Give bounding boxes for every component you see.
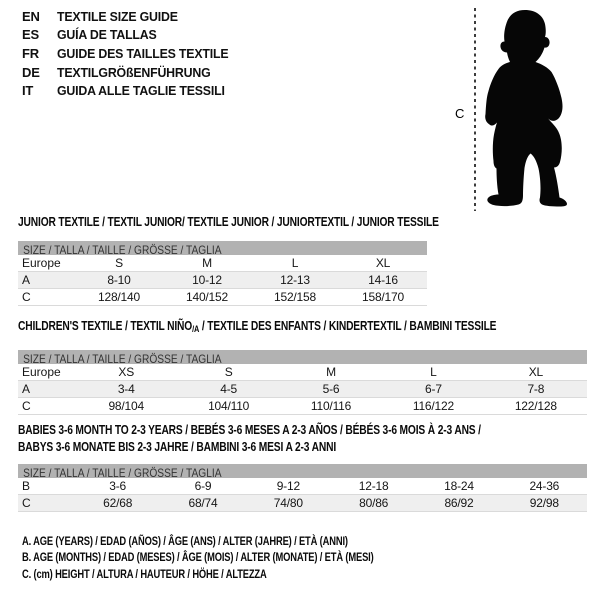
language-code: EN bbox=[22, 8, 40, 24]
row-label: B bbox=[22, 479, 31, 493]
cell: S bbox=[115, 256, 123, 270]
junior-size-table bbox=[18, 241, 427, 306]
babies-size-table bbox=[18, 464, 587, 512]
children-title-pre: CHILDREN'S TEXTILE / TEXTIL NIÑO bbox=[18, 319, 193, 333]
cell: 10-12 bbox=[192, 273, 222, 287]
cell: 74/80 bbox=[273, 496, 303, 510]
language-title: GUÍA DE TALLAS bbox=[57, 27, 157, 43]
cell: 104/110 bbox=[208, 399, 250, 413]
cell: 152/158 bbox=[274, 290, 316, 304]
cell: M bbox=[202, 256, 212, 270]
cell: 7-8 bbox=[527, 382, 545, 396]
language-row-en bbox=[22, 7, 237, 26]
cell: 5-6 bbox=[322, 382, 340, 396]
cell: 110/116 bbox=[310, 399, 352, 413]
row-label: C bbox=[22, 399, 31, 413]
cell: 86/92 bbox=[444, 496, 474, 510]
baby-silhouette-icon bbox=[481, 6, 571, 208]
note-age-years: A. AGE (YEARS) / EDAD (AÑOS) / ÂGE (ANS) / ALTER (JAHRE) / ETÀ (ANNI) bbox=[22, 534, 348, 548]
table-row-age bbox=[18, 272, 427, 289]
babies-title-line2: BABYS 3-6 MONATE BIS 2-3 JAHRE / BAMBINI 3-6 MESI A 2-3 ANNI bbox=[18, 440, 337, 454]
note-age-months: B. AGE (MONTHS) / EDAD (MESES) / ÂGE (MOIS) / ALTER (MONATE) / ETÀ (MESI) bbox=[22, 550, 374, 565]
table-row-europe bbox=[18, 364, 587, 381]
legend-notes bbox=[22, 534, 473, 583]
cell: 4-5 bbox=[220, 382, 237, 396]
cell: 68/74 bbox=[188, 496, 218, 510]
row-label: A bbox=[22, 273, 31, 287]
language-row-de bbox=[22, 63, 237, 82]
cell: 9-12 bbox=[276, 479, 300, 493]
language-title: TEXTILE SIZE GUIDE bbox=[57, 8, 178, 24]
cell: 3-4 bbox=[117, 382, 135, 396]
cell: 12-18 bbox=[358, 479, 389, 493]
language-title: GUIDE DES TAILLES TEXTILE bbox=[57, 45, 229, 61]
junior-section-title: JUNIOR TEXTILE / TEXTIL JUNIOR/ TEXTILE JUNIOR / JUNIORTEXTIL / JUNIOR TESSILE bbox=[18, 215, 439, 229]
cell: XS bbox=[118, 365, 134, 379]
cell: 8-10 bbox=[107, 273, 131, 287]
row-label: Europe bbox=[22, 365, 61, 379]
cell: 116/122 bbox=[412, 399, 454, 413]
children-size-table bbox=[18, 350, 587, 415]
cell: 18-24 bbox=[444, 479, 474, 493]
cell: 14-16 bbox=[368, 273, 398, 287]
height-measure-dashed-line bbox=[474, 8, 476, 211]
language-code: IT bbox=[22, 83, 34, 99]
cell: 140/152 bbox=[186, 290, 228, 304]
language-row-es bbox=[22, 26, 237, 45]
row-label: A bbox=[22, 382, 31, 396]
cell: L bbox=[291, 256, 299, 270]
cell: L bbox=[430, 365, 437, 379]
children-title-post: / TEXTILE DES ENFANTS / KINDERTEXTIL / BAMBINI TESSILE bbox=[199, 319, 497, 333]
cell: 98/104 bbox=[108, 399, 144, 413]
children-section-title bbox=[18, 319, 496, 334]
height-measure-label: C bbox=[455, 106, 465, 121]
cell: 122/128 bbox=[514, 399, 557, 413]
table-row-height bbox=[18, 398, 587, 415]
language-code: FR bbox=[22, 45, 39, 61]
table-row-age bbox=[18, 381, 587, 398]
size-header-label: SIZE / TALLA / TAILLE / GRÖSSE / TAGLIA bbox=[23, 243, 222, 255]
table-row-height bbox=[18, 495, 587, 512]
language-row-fr bbox=[22, 44, 237, 63]
size-header-label: SIZE / TALLA / TAILLE / GRÖSSE / TAGLIA bbox=[23, 466, 222, 478]
language-row-it bbox=[22, 81, 237, 100]
language-list bbox=[22, 7, 237, 100]
cell: 92/98 bbox=[529, 496, 559, 510]
table-row-europe bbox=[18, 255, 427, 272]
cell: 24-36 bbox=[529, 479, 560, 493]
size-header-bar bbox=[18, 350, 587, 364]
cell: M bbox=[326, 365, 336, 379]
size-header-bar bbox=[18, 241, 427, 255]
cell: XL bbox=[528, 365, 543, 379]
row-label: C bbox=[22, 290, 31, 304]
cell: 12-13 bbox=[280, 273, 310, 287]
cell: 6-7 bbox=[425, 382, 442, 396]
language-title: TEXTILGRÖßENFÜHRUNG bbox=[57, 64, 211, 80]
cell: 62/68 bbox=[103, 496, 133, 510]
cell: 3-6 bbox=[109, 479, 127, 493]
children-title-sub: /A bbox=[192, 324, 200, 334]
babies-section-title bbox=[18, 422, 481, 456]
cell: 128/140 bbox=[98, 290, 140, 304]
note-height-cm: C. (cm) HEIGHT / ALTURA / HAUTEUR / HÖHE / ALTEZZA bbox=[22, 566, 267, 581]
cell: S bbox=[224, 365, 233, 379]
size-header-bar bbox=[18, 464, 587, 478]
babies-title-line1: BABIES 3-6 MONTH TO 2-3 YEARS / BEBÉS 3-6 MESES A 2-3 AÑOS / BÉBÉS 3-6 MOIS À 2-3 ANS / bbox=[18, 423, 481, 437]
table-row-age-months bbox=[18, 478, 587, 495]
cell: 6-9 bbox=[194, 479, 212, 493]
cell: XL bbox=[375, 256, 391, 270]
cell: 80/86 bbox=[359, 496, 389, 510]
language-title: GUIDA ALLE TAGLIE TESSILI bbox=[57, 83, 225, 99]
table-row-height bbox=[18, 289, 427, 306]
size-header-label: SIZE / TALLA / TAILLE / GRÖSSE / TAGLIA bbox=[23, 352, 222, 364]
language-code: DE bbox=[22, 64, 40, 80]
cell: 158/170 bbox=[362, 290, 404, 304]
row-label: Europe bbox=[22, 256, 61, 270]
language-code: ES bbox=[22, 27, 39, 43]
row-label: C bbox=[22, 496, 31, 510]
